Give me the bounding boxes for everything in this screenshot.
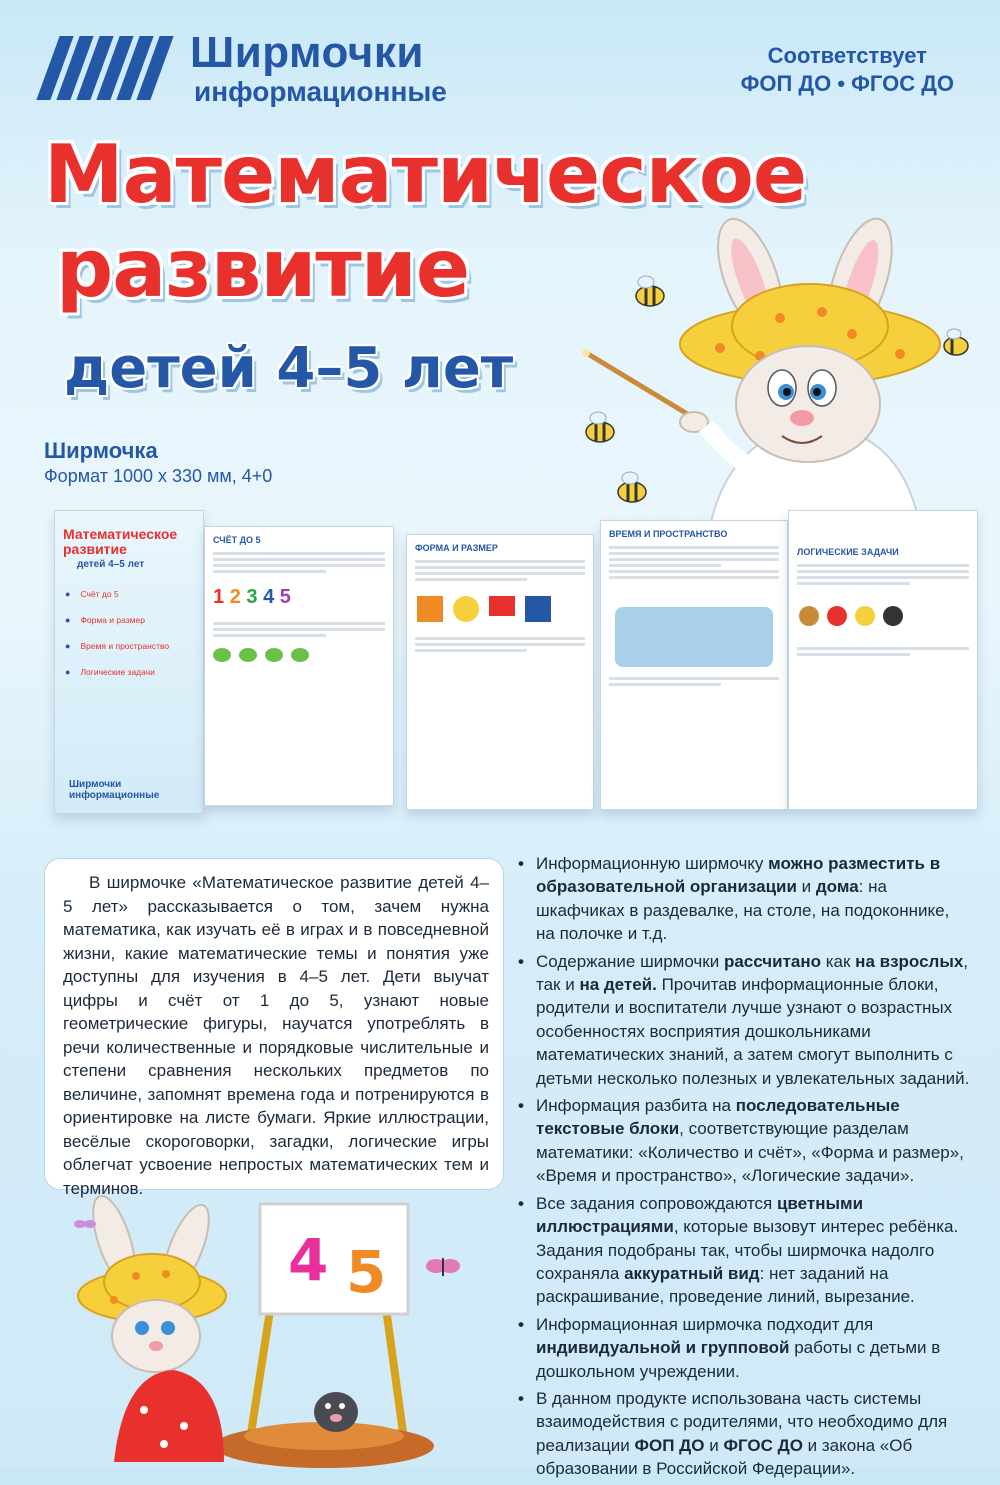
title-line2: развитие	[56, 222, 470, 315]
preview-cover-item: ● Форма и размер	[65, 607, 169, 633]
preview-panel-heading: СЧЁТ ДО 5	[213, 535, 261, 545]
logo-stripes-icon	[44, 36, 172, 100]
feature-list	[516, 852, 972, 1485]
preview-panel-heading: ФОРМА И РАЗМЕР	[415, 543, 498, 553]
preview-panel-logic	[788, 510, 978, 810]
preview-cover-items	[65, 581, 169, 685]
compliance-line2: ФОП ДО • ФГОС ДО	[740, 71, 954, 96]
feature-item: • В данном продукте использована часть системы взаимодействия с родителями, что необходимо для реализации ФОП ДО и ФГОС ДО и закона «Об образовании в Российской Федерации».	[516, 1387, 972, 1481]
brand-title: Ширмочки	[190, 28, 424, 77]
feature-item: • Информационная ширмочка подходит для индивидуальной и групповой работы с детьми в дошкольном учреждении.	[516, 1313, 972, 1383]
brand-subtitle: информационные	[194, 76, 447, 107]
compliance-note	[741, 42, 954, 98]
screen-preview	[54, 510, 980, 838]
preview-cover-item: ● Время и пространство	[65, 633, 169, 659]
feature-item: • Все задания сопровождаются цветными иллюстрациями, которые вызовут интерес ребёнка. Задания подобраны так, чтобы ширмочка надолго сохраняла аккуратный вид: нет заданий на раскрашивание, проведение линий, вырезание.	[516, 1192, 972, 1309]
title-line3: детей 4–5 лет	[64, 336, 514, 401]
butterfly-icon	[426, 1258, 460, 1276]
description-box: В ширмочке «Математическое развитие детей 4–5 лет» рассказывается о том, зачем нужна математика, как изучать её в играх и в повседневной жизни, какие математические темы и понятия уже доступны для изучения в 4–5 лет. Дети выучат цифры и счёт от 1 до 5, узнают новые геометрические фигуры, научатся употреблять в речи количественные и порядковые числительные и степени сравнения нескольких предметов по величине, запомнят времена года и потренируются в ориентировке на листе бумаги. Яркие иллюстрации, весёлые скороговорки, загадки, логические игры облегчат усвоение непростых математических тем и терминов.	[44, 858, 504, 1190]
feature-item: • Информация разбита на последовательные текстовые блоки, соответствующие разделам математики: «Количество и счёт», «Форма и размер», «Время и пространство», «Логические задачи».	[516, 1094, 972, 1188]
compliance-line1: Соответствует	[767, 43, 927, 68]
preview-panel-count	[204, 526, 394, 806]
title-line1: Математическое	[44, 128, 807, 221]
preview-cover-title: Математическое развитие	[63, 526, 178, 557]
rabbit-easel-illustration	[74, 1200, 494, 1462]
preview-cover-item: ● Счёт до 5	[65, 581, 169, 607]
bee-icon	[636, 276, 664, 306]
preview-panel-time	[600, 520, 788, 810]
preview-cover-brand: Ширмочки информационные	[69, 779, 160, 801]
preview-cover-panel	[54, 510, 204, 814]
preview-cover-subtitle: детей 4–5 лет	[77, 559, 145, 570]
feature-item: • Содержание ширмочки рассчитано как на взрослых, так и на детей. Прочитав информационные блоки, родители и воспитатели лучше узнают о возрастных особенностях восприятия дошкольниками математических знаний, а затем смогут выполнить с детьми несколько полезных и увлекательных заданий.	[516, 950, 972, 1090]
preview-panel-shape	[406, 534, 594, 810]
preview-cover-item: ● Логические задачи	[65, 659, 169, 685]
brand-logo	[44, 28, 524, 108]
easel-digit-5: 5	[346, 1238, 387, 1306]
preview-panel-heading: ЛОГИЧЕСКИЕ ЗАДАЧИ	[797, 547, 899, 557]
product-kind: Ширмочка	[44, 438, 158, 463]
preview-panel-heading: ВРЕМЯ И ПРОСТРАНСТВО	[609, 529, 728, 539]
rabbit-teacher-illustration	[560, 236, 980, 526]
feature-item: • Информационную ширмочку можно разместить в образовательной организации и дома: на шкафчиках в раздевалке, на столе, на подоконнике, на полочке и т.д.	[516, 852, 972, 946]
easel-digit-4: 4	[288, 1226, 329, 1294]
product-format: Формат 1000 х 330 мм, 4+0	[44, 466, 273, 486]
preview-numbers: 1 2 3 4 5	[213, 586, 291, 608]
